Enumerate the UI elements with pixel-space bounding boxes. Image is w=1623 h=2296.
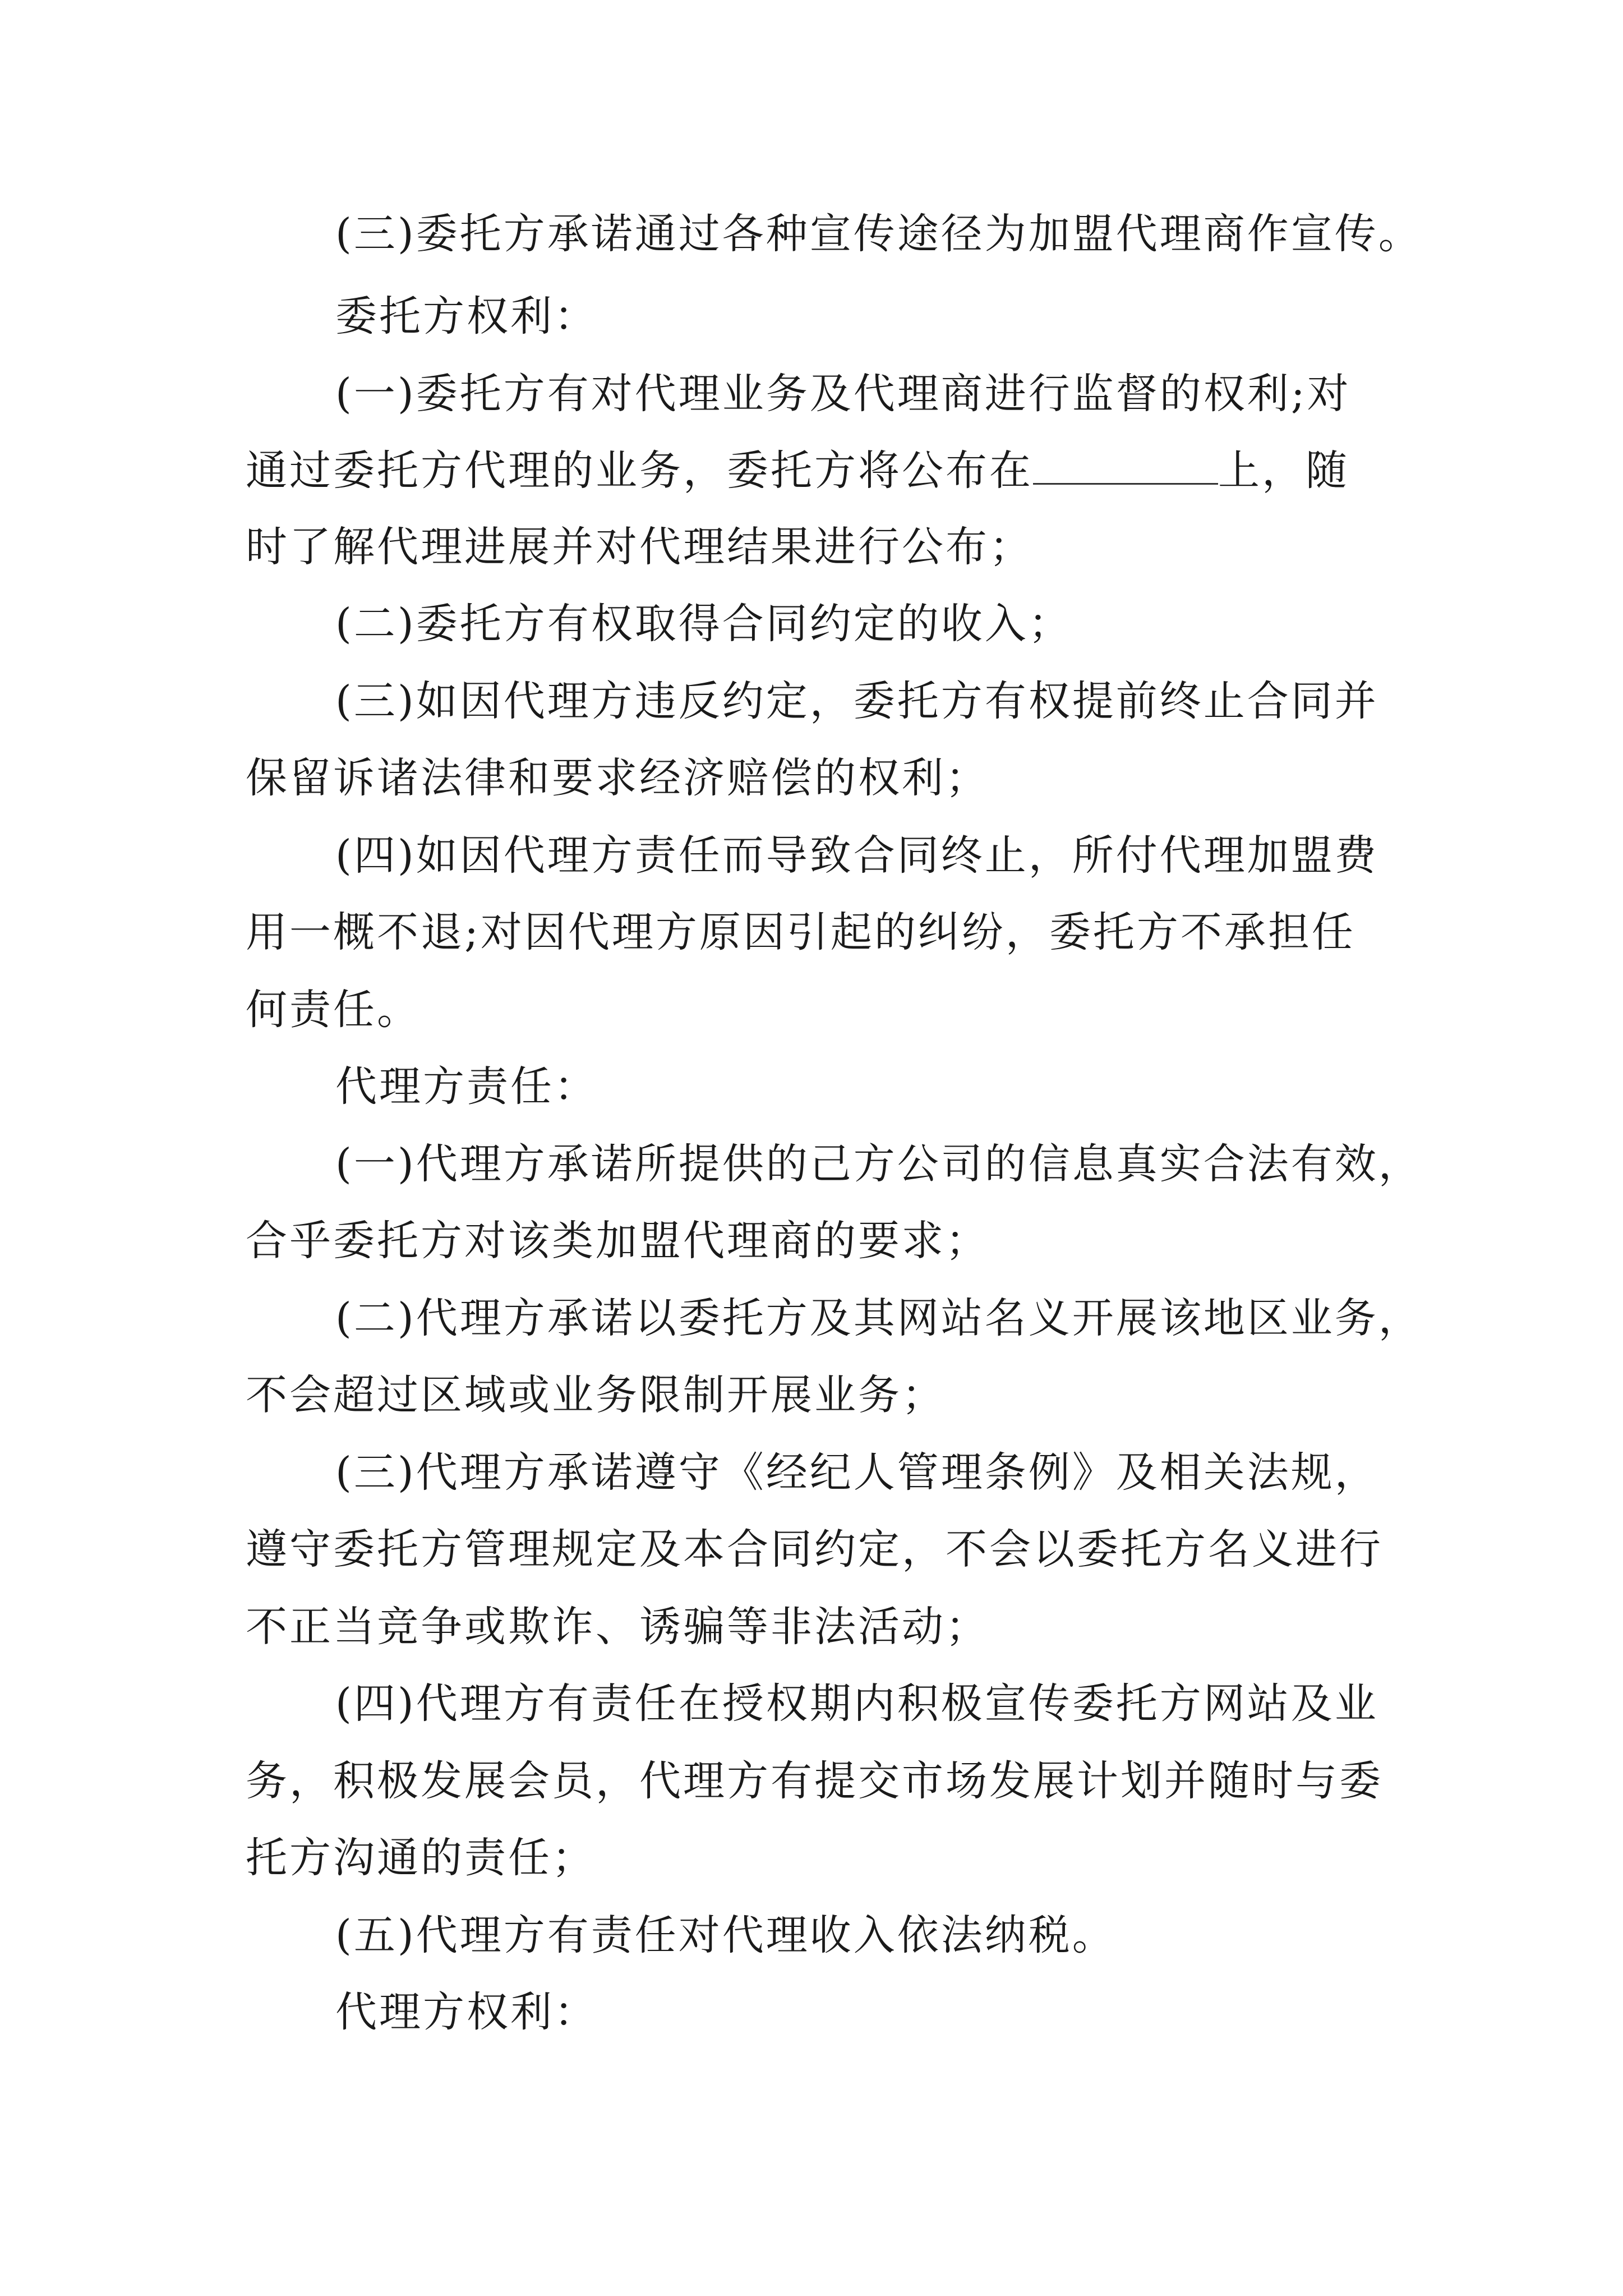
paragraph-line: 时了解代理进展并对代理结果进行公布； xyxy=(246,523,1033,571)
paragraph-line: (二)委托方有权取得合同约定的收入； xyxy=(335,600,1072,648)
paragraph-line: 用一概不退;对因代理方原因引起的纠纷，委托方不承担任 xyxy=(246,908,1355,956)
paragraph-line xyxy=(246,447,1349,495)
paragraph-text: 上，随 xyxy=(1218,447,1349,495)
paragraph-line: 保留诉诸法律和要求经济赔偿的权利； xyxy=(246,754,989,802)
paragraph-line: 何责任。 xyxy=(246,986,421,1034)
paragraph-line: (四)如因代理方责任而导致合同终止，所付代理加盟费 xyxy=(335,831,1378,880)
paragraph-line: 务，积极发展会员，代理方有提交市场发展计划并随时与委 xyxy=(246,1757,1383,1805)
section-heading: 代理方权利： xyxy=(335,1988,598,2036)
paragraph-line: (四)代理方有责任在授权期内积极宣传委托方网站及业 xyxy=(335,1680,1378,1728)
paragraph-line: 不会超过区域或业务限制开展业务； xyxy=(246,1371,946,1419)
paragraph-text: 通过委托方代理的业务，委托方将公布在 xyxy=(246,447,1033,495)
paragraph-line: (三)如因代理方违反约定，委托方有权提前终止合同并 xyxy=(335,677,1378,725)
section-heading: 代理方责任： xyxy=(335,1062,598,1111)
paragraph-line: (五)代理方有责任对代理收入依法纳税。 xyxy=(335,1911,1116,1959)
paragraph-line: 遵守委托方管理规定及本合同约定，不会以委托方名义进行 xyxy=(246,1525,1383,1573)
paragraph-line: (二)代理方承诺以委托方及其网站名义开展该地区业务， xyxy=(335,1294,1422,1342)
paragraph-line: (三)委托方承诺通过各种宣传途径为加盟代理商作宣传。 xyxy=(335,210,1422,258)
paragraph-line: 合乎委托方对该类加盟代理商的要求； xyxy=(246,1217,989,1265)
paragraph-line: (一)代理方承诺所提供的己方公司的信息真实合法有效， xyxy=(335,1140,1422,1188)
paragraph-line: 不正当竞争或欺诈、诱骗等非法活动； xyxy=(246,1603,989,1651)
section-heading: 委托方权利： xyxy=(335,292,598,341)
paragraph-line: (三)代理方承诺遵守《经纪人管理条例》及相关法规， xyxy=(335,1448,1378,1497)
paragraph-line: (一)委托方有对代理业务及代理商进行监督的权利;对 xyxy=(335,370,1351,418)
paragraph-line: 托方沟通的责任； xyxy=(246,1834,596,1882)
fill-in-blank xyxy=(1033,450,1218,485)
